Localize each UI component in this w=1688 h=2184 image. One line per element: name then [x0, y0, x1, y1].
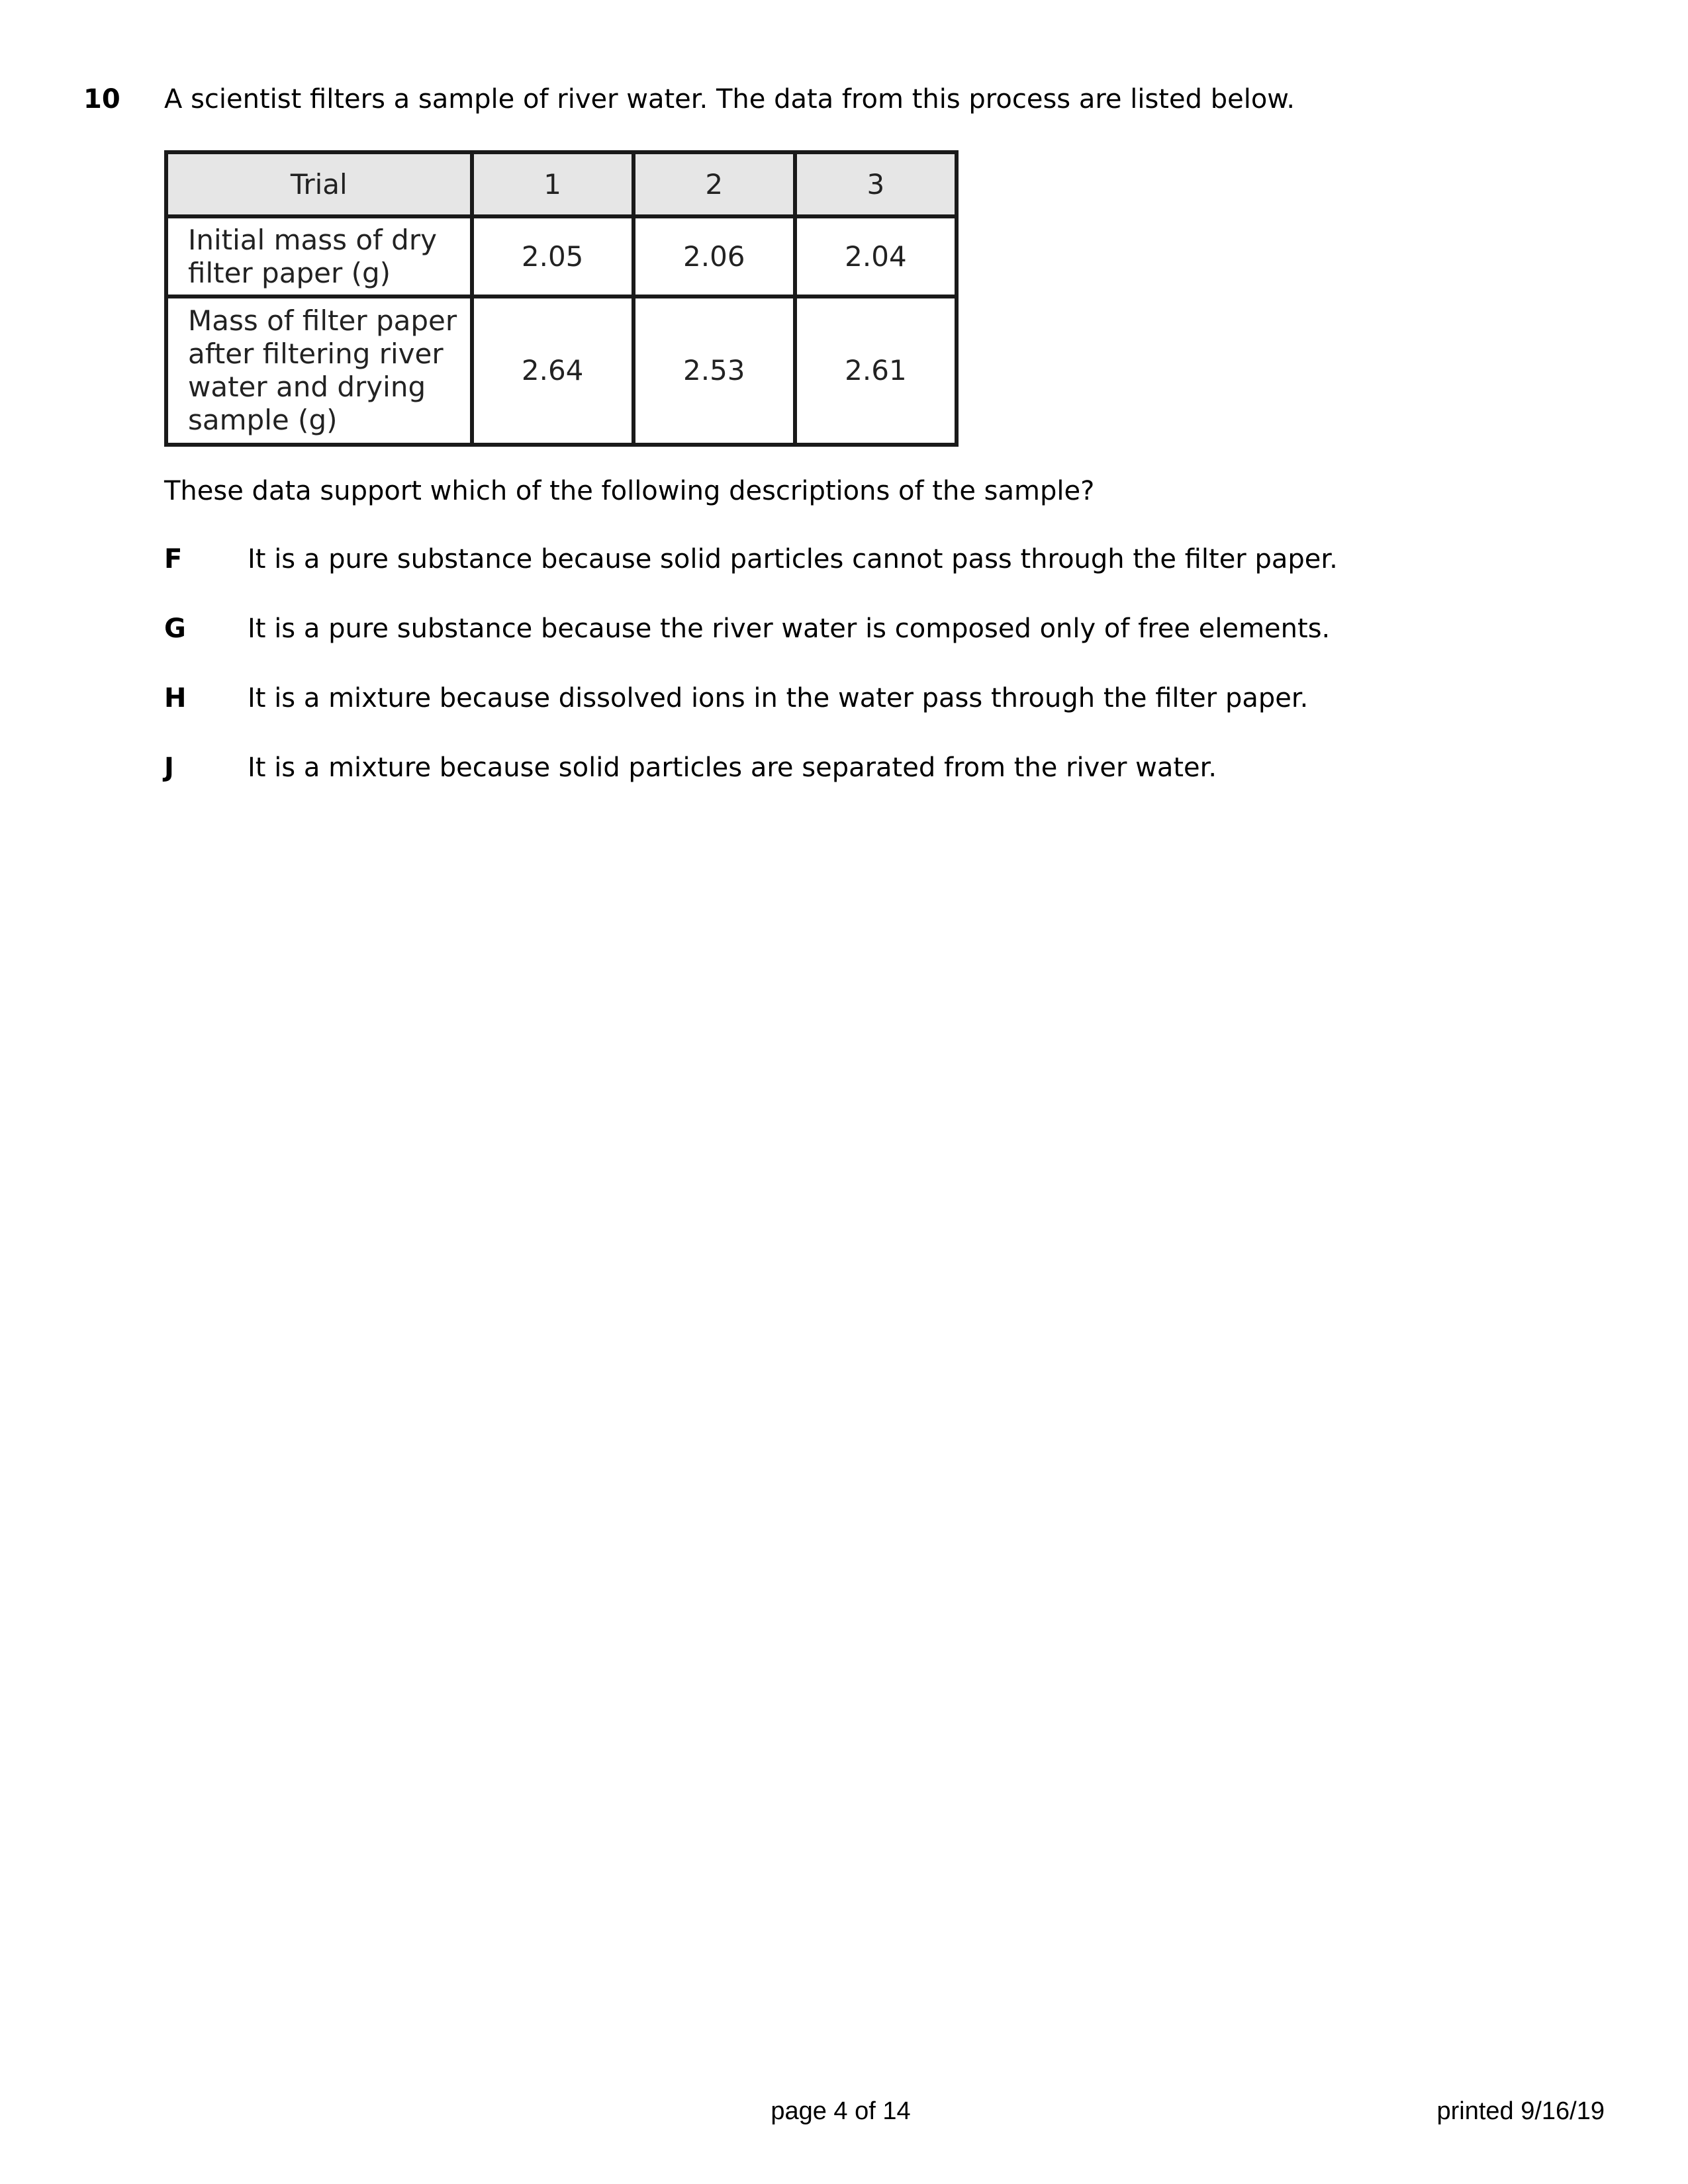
- table-header-row: [168, 154, 955, 214]
- page-number: page 4 of 14: [771, 2097, 911, 2125]
- table-cell: 2.06: [635, 218, 793, 294]
- question-number: 10: [83, 84, 120, 114]
- printed-date: printed 9/16/19: [1436, 2097, 1605, 2125]
- row-label: [168, 218, 470, 294]
- option-letter: J: [164, 752, 174, 783]
- table-cell: 2.61: [797, 298, 955, 443]
- table-header-cell: Trial: [168, 154, 470, 214]
- table-header-cell: 3: [797, 154, 955, 214]
- row-label: [168, 298, 470, 443]
- option-text: It is a mixture because dissolved ions in the water pass through the filter paper.: [248, 683, 1309, 713]
- question-stem: A scientist filters a sample of river water. The data from this process are listed below.: [164, 84, 1295, 114]
- row-label-line: sample (g): [188, 403, 338, 436]
- row-label-line: filter paper (g): [188, 256, 391, 289]
- row-label-line: Mass of filter paper: [188, 304, 457, 337]
- table-cell: 2.64: [474, 298, 632, 443]
- table-header-cell: 1: [474, 154, 632, 214]
- option-text: It is a pure substance because solid particles cannot pass through the filter paper.: [248, 544, 1338, 574]
- row-label-line: after filtering river: [188, 337, 444, 370]
- table-header-cell: 2: [635, 154, 793, 214]
- table-cell: 2.04: [797, 218, 955, 294]
- data-table: [164, 150, 959, 447]
- option-letter: H: [164, 683, 187, 713]
- option-text: It is a pure substance because the river water is composed only of free elements.: [248, 614, 1331, 644]
- table-cell: 2.05: [474, 218, 632, 294]
- option-text: It is a mixture because solid particles are separated from the river water.: [248, 752, 1217, 783]
- option-letter: G: [164, 614, 186, 644]
- row-label-line: Initial mass of dry: [188, 223, 437, 256]
- row-label-line: water and drying: [188, 370, 426, 403]
- table-row: [168, 218, 955, 294]
- question-prompt: These data support which of the following descriptions of the sample?: [164, 476, 1095, 506]
- option-letter: F: [164, 544, 183, 574]
- table-row: [168, 298, 955, 443]
- table-cell: 2.53: [635, 298, 793, 443]
